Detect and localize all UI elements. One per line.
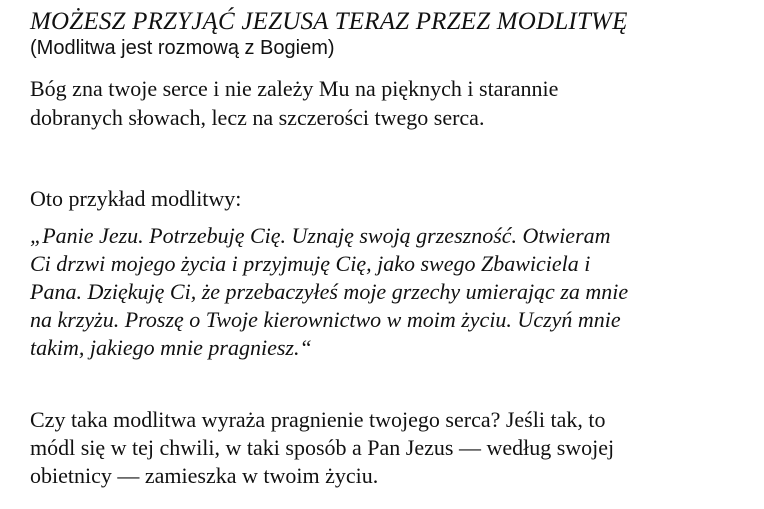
closing-paragraph (30, 406, 740, 490)
intro-line: dobranych słowach, lecz na szczerości twego serca. (30, 105, 485, 130)
prayer-line: Ci drzwi mojego życia i przyjmuję Cię, jako swego Zbawiciela i (30, 251, 591, 276)
prayer-line: Pana. Dziękuję Ci, że przebaczyłeś moje grzechy umierając za mnie (30, 279, 629, 304)
prayer-line: takim, jakiego mnie pragniesz.“ (30, 335, 312, 360)
prayer-text (30, 222, 740, 362)
prayer-line: „Panie Jezu. Potrzebuję Cię. Uznaję swoją grzeszność. Otwieram (30, 223, 611, 248)
example-label: Oto przykład modlitwy: (30, 186, 242, 211)
page-title: MOŻESZ PRZYJĄĆ JEZUSA TERAZ PRZEZ MODLITWĘ (30, 8, 628, 35)
intro-paragraph (30, 74, 740, 132)
closing-line: módl się w tej chwili, w taki sposób a Pan Jezus — według swojej (30, 435, 615, 460)
closing-line: Czy taka modlitwa wyraża pragnienie twojego serca? Jeśli tak, to (30, 407, 606, 432)
prayer-line: na krzyżu. Proszę o Twoje kierownictwo w moim życiu. Uczyń mnie (30, 307, 621, 332)
closing-line: obietnicy — zamieszka w twoim życiu. (30, 463, 379, 488)
intro-line: Bóg zna twoje serce i nie zależy Mu na pięknych i starannie (30, 76, 559, 101)
page-subtitle: (Modlitwa jest rozmową z Bogiem) (30, 37, 335, 59)
